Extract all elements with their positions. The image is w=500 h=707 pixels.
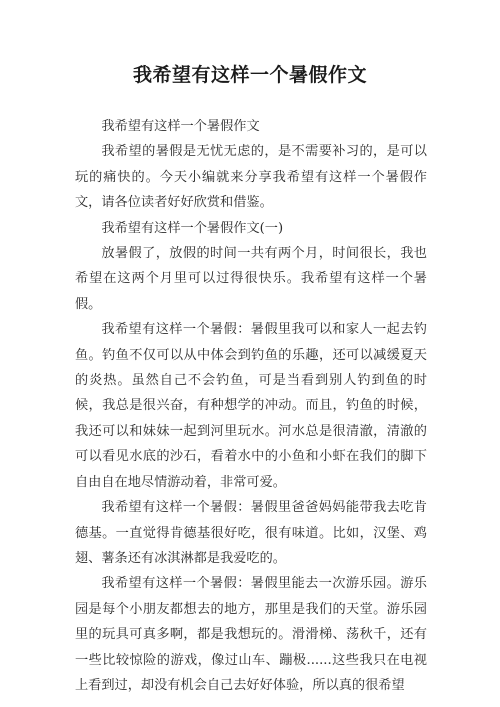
paragraph-text: 我希望有这样一个暑假：暑假里能去一次游乐园。游乐园是每个小朋友都想去的地方，那里是我们的天堂。游乐园里的玩具可真多啊，都是我想玩的。滑滑梯、荡秋千，还有一些比较惊险的游戏，像过山车、蹦极......这些我只在电视上看到过，却没有机会自己去好好体验，所以真的很希望 bbox=[75, 576, 427, 693]
paragraph-text: 放暑假了，放假的时间一共有两个月，时间很长，我也希望在这两个月里可以过得很快乐。我希望有这样一个暑假。 bbox=[75, 246, 427, 312]
paragraph-text: 我希望有这样一个暑假：暑假里爸爸妈妈能带我去吃肯德基。一直觉得肯德基很好吃，很有味道。比如，汉堡、鸡翅、薯条还有冰淇淋都是我爱吃的。 bbox=[75, 500, 427, 566]
paragraph-subtitle: 我希望有这样一个暑假作文 bbox=[101, 119, 260, 134]
paragraph-text: 我希望有这样一个暑假：暑假里我可以和家人一起去钓鱼。钓鱼不仅可以从中体会到钓鱼的乐趣，还可以减缓夏天的炎热。虽然自己不会钓鱼，可是当看到别人钓到鱼的时候，我总是很兴奋，有种想学的冲动。而且，钓鱼的时候，我还可以和妹妹一起到河里玩水。河水总是很清澈，清澈的可以看见水底的沙石，看着水中的小鱼和小虾在我们的脚下自由自在地尽情游动着，非常可爱。 bbox=[75, 322, 427, 490]
page-title: 我希望有这样一个暑假作文 bbox=[132, 64, 367, 86]
article-body bbox=[75, 114, 427, 698]
paragraph-intro: 我希望的暑假是无忧无虑的，是不需要补习的，是可以玩的痛快的。今天小编就来分享我希望有这样一个暑假作文，请各位读者好好欣赏和借鉴。 bbox=[75, 144, 427, 211]
paragraph-section-heading: 我希望有这样一个暑假作文(一) bbox=[101, 220, 284, 236]
